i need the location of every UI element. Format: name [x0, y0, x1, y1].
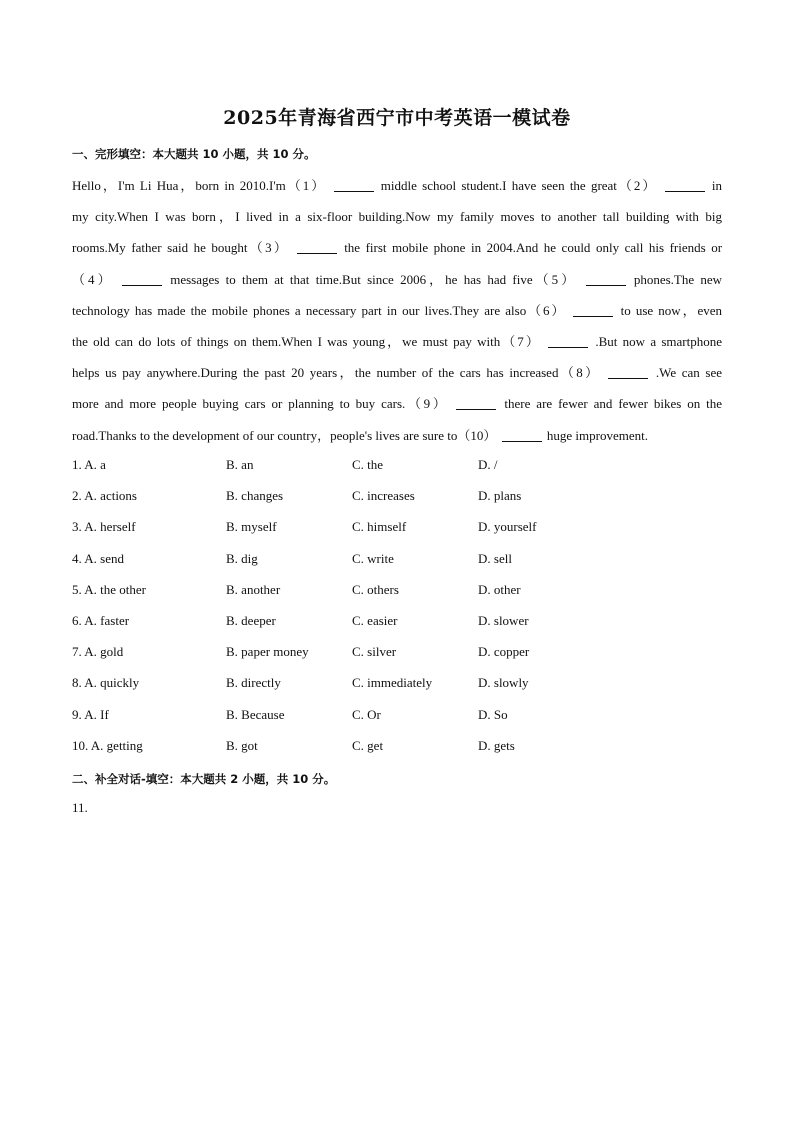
answer-blank: [608, 364, 648, 379]
option-c: C. the: [352, 457, 384, 472]
option-a: 1. A. a: [72, 457, 106, 472]
option-b: B. another: [226, 581, 281, 597]
option-d: D. slowly: [478, 675, 529, 691]
option-b: B. changes: [226, 488, 284, 504]
passage-text: middle school student.I have seen the great（2）: [380, 178, 658, 193]
option-c: C. others: [352, 581, 399, 597]
option-a: 6. A. faster: [72, 612, 130, 628]
option-a: 8. A. quickly: [72, 675, 140, 691]
option-b: B. an: [226, 457, 254, 472]
question-row: [72, 449, 722, 480]
answer-blank: [665, 177, 705, 192]
option-b: B. dig: [226, 550, 258, 566]
option-a: 4. A. send: [72, 550, 124, 566]
passage-text: there are fewer and fewer bikes on the: [504, 396, 723, 412]
passage-line: [72, 201, 722, 232]
option-a: 3. A. herself: [72, 519, 136, 535]
option-c: C. write: [352, 550, 394, 566]
question-row: [72, 605, 722, 636]
option-d: D. So: [478, 706, 508, 722]
option-c: C. Or: [352, 706, 381, 722]
cloze-passage: [72, 170, 722, 451]
option-d: D. plans: [478, 488, 522, 504]
question-row: [72, 667, 722, 698]
option-c: C. easier: [352, 612, 398, 628]
passage-text: road.Thanks to the development of our country，people's lives are sure to（10）: [72, 427, 497, 443]
passage-line: [72, 326, 722, 357]
passage-text: the old can do lots of things on them.When I was young，we must pay with（7）: [72, 333, 541, 349]
section-heading-1: 一、完形填空：本大题共 10 小题，共 10 分。: [72, 147, 316, 161]
option-b: B. directly: [226, 675, 281, 691]
answer-blank: [122, 271, 162, 286]
option-d: D. yourself: [478, 519, 537, 535]
passage-line: [72, 388, 722, 419]
passage-text: technology has made the mobile phones a necessary part in our lives.They are also（6）: [72, 302, 567, 318]
question-row: [72, 511, 722, 542]
section-heading-2: 二、补全对话-填空：本大题共 2 小题，共 10 分。: [72, 772, 336, 786]
passage-line: [72, 357, 722, 388]
option-b: B. paper money: [226, 644, 309, 660]
option-d: D. copper: [478, 644, 530, 660]
option-b: B. Because: [226, 706, 285, 722]
passage-line: [72, 264, 722, 295]
passage-line: [72, 170, 722, 201]
question-row: [72, 699, 722, 730]
passage-text: more and more people buying cars or planning to buy cars.（9）: [72, 396, 449, 412]
answer-blank: [334, 177, 374, 192]
option-a: 10. A. getting: [72, 737, 143, 753]
answer-blank: [502, 427, 542, 442]
answer-blank: [586, 271, 626, 286]
passage-text: huge improvement.: [546, 427, 648, 443]
option-b: B. myself: [226, 519, 277, 535]
option-c: C. get: [352, 737, 384, 753]
question-row: [72, 730, 722, 761]
option-c: C. immediately: [352, 675, 433, 691]
question-options: [72, 449, 722, 761]
option-c: C. himself: [352, 519, 407, 535]
answer-blank: [456, 395, 496, 410]
passage-line: [72, 295, 722, 326]
option-d: D. sell: [478, 550, 512, 566]
option-b: B. got: [226, 737, 258, 753]
passage-text: .We can see: [655, 365, 723, 381]
option-d: D. other: [478, 581, 521, 597]
passage-text: helps us pay anywhere.During the past 20 years，the number of the cars has increased（8）: [72, 365, 601, 381]
question-row: [72, 480, 722, 511]
passage-text: in: [711, 178, 723, 193]
option-a: 7. A. gold: [72, 644, 124, 660]
passage-text: phones.The new: [633, 271, 723, 287]
passage-text: messages to them at that time.But since 2006，he has had five（5）: [170, 271, 578, 287]
option-d: D. slower: [478, 612, 529, 628]
option-c: C. increases: [352, 488, 415, 504]
answer-blank: [548, 333, 588, 348]
option-d: D. /: [478, 457, 498, 472]
question-row: [72, 636, 722, 667]
question-number-11: 11.: [72, 800, 88, 815]
option-a: 9. A. If: [72, 706, 109, 722]
option-d: D. gets: [478, 737, 515, 753]
passage-text: rooms.My father said he bought（3）: [72, 240, 290, 256]
passage-line: [72, 420, 722, 451]
option-b: B. deeper: [226, 612, 276, 628]
answer-blank: [573, 302, 613, 317]
option-a: 5. A. the other: [72, 581, 147, 597]
passage-text: Hello，I'm Li Hua，born in 2010.I'm（1）: [72, 178, 327, 193]
passage-text: .But now a smartphone: [595, 333, 723, 349]
passage-text: （4）: [72, 271, 114, 287]
page-title: 2025年青海省西宁市中考英语一模试卷: [223, 107, 571, 129]
passage-line: [72, 232, 722, 263]
option-c: C. silver: [352, 644, 397, 660]
passage-text: to use now，even: [620, 302, 723, 318]
question-row: [72, 543, 722, 574]
question-row: [72, 574, 722, 605]
passage-text: my city.When I was born，I lived in a six-floor building.Now my family moves to another tall building with big: [72, 209, 722, 225]
passage-text: the first mobile phone in 2004.And he could only call his friends or: [344, 240, 723, 256]
option-a: 2. A. actions: [72, 488, 137, 504]
answer-blank: [297, 239, 337, 254]
